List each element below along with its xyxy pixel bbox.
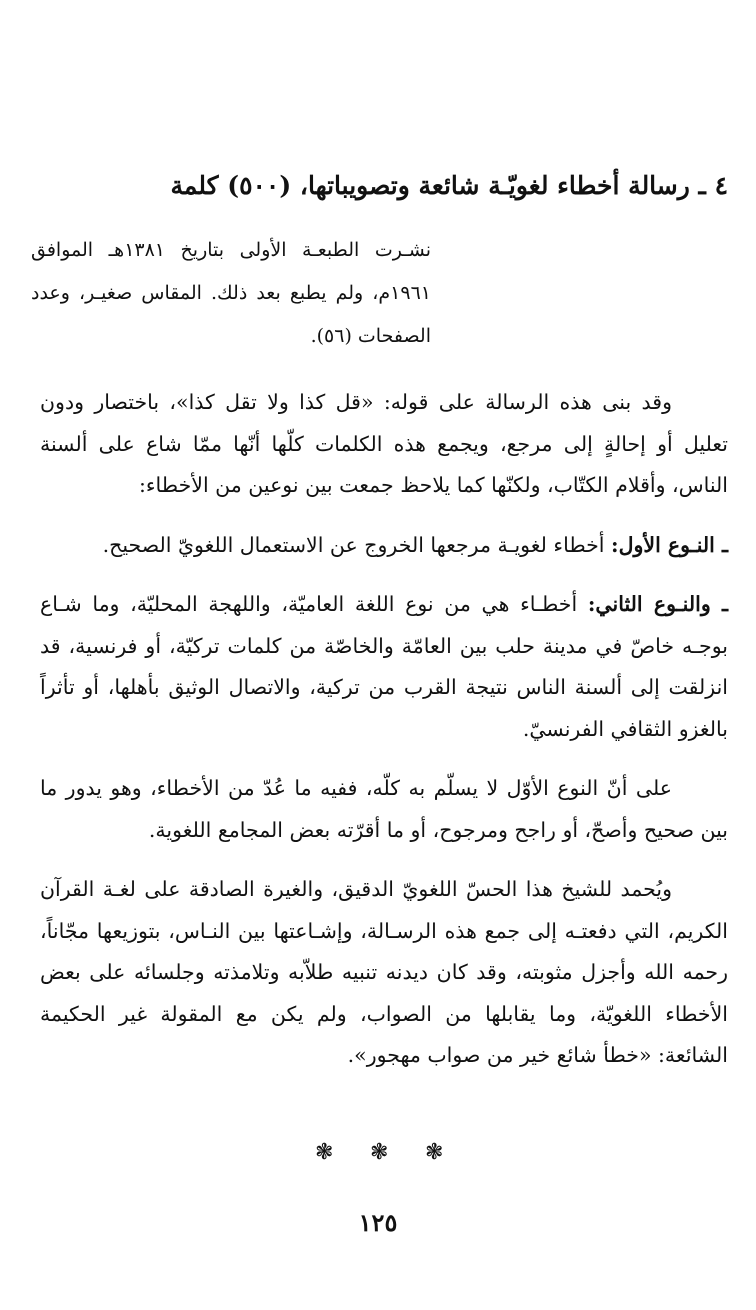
section-heading: ٤ ـ رسالة أخطاء لغويّـة شائعة وتصويباتها، (٥٠٠) كلمة bbox=[170, 171, 728, 200]
second-type-text: أخطـاء هي من نوع اللغة العاميّة، واللهجة المحليّة، وما شـاع بوجـه خاصّ في مدينة حلب بين العامّة والخاصّة من كلمات تركيّة، أو فرنسية، قد انزلقت إلى ألسنة الناس نتيجة القرب من تركية، والاتصال الوثيق بأهلها، أو تأثراً بالغزو الثقافي الفرنسيّ. bbox=[40, 592, 728, 741]
first-type-term: ـ النـوع الأول: bbox=[611, 532, 728, 557]
paragraph-intro: وقد بنى هذه الرسالة على قوله: «قل كذا ولا تقل كذا»، باختصار ودون تعليل أو إحالةٍ إلى مرجع، ويجمع هذه الكلمات كلّها أنّها ممّا شاع على ألسنة الناس، وأقلام الكتّاب، ولكنّها كما يلاحظ جمعت بين نوعين من الأخطاء: bbox=[40, 390, 728, 497]
star-ornament: ❃ bbox=[425, 1140, 444, 1165]
section-separator bbox=[0, 1140, 756, 1165]
page-number: ١٢٥ bbox=[358, 1208, 398, 1237]
publication-info: نشـرت الطبعـة الأولى بتاريخ ١٣٨١هـ الموافق ١٩٦١م، ولم يطبع بعد ذلك. المقاس صغيـر، وعدد الصفحات (٥٦). bbox=[31, 239, 432, 347]
paragraph-praise: ويُحمد للشيخ هذا الحسّ اللغويّ الدقيق، والغيرة الصادقة على لغـة القرآن الكريم، التي دفعتـه إلى جمع هذه الرسـالة، وإشـاعتها بين النـاس، بتوزيعها مجّاناً، رحمه الله وأجزل مثوبته، وقد كان ديدنه تنبيه طلاّبه وتلامذته وجلسائه على بعض الأخطاء اللغويّة، وما يقابلها من الصواب، ولم يكن مع المقولة غير الحكيمة الشائعة: «خطأ شائع خير من صواب مهجور». bbox=[40, 877, 728, 1067]
body-text bbox=[40, 382, 728, 1095]
paragraph-reservation: على أنّ النوع الأوّل لا يسلّم به كلّه، ففيه ما عُدّ من الأخطاء، وهو يدور ما بين صحيح وأصحّ، أو راجح ومرجوح، أو ما أقرّته بعض المجامع اللغوية. bbox=[40, 776, 728, 842]
paragraph-second-type bbox=[40, 584, 728, 750]
paragraph-first-type bbox=[40, 525, 728, 567]
first-type-text: أخطاء لغويـة مرجعها الخروج عن الاستعمال اللغويّ الصحيح. bbox=[102, 532, 612, 557]
second-type-term: ـ والنـوع الثاني: bbox=[587, 592, 728, 616]
star-ornament: ❃ bbox=[315, 1140, 334, 1165]
star-ornament: ❃ bbox=[370, 1140, 389, 1165]
